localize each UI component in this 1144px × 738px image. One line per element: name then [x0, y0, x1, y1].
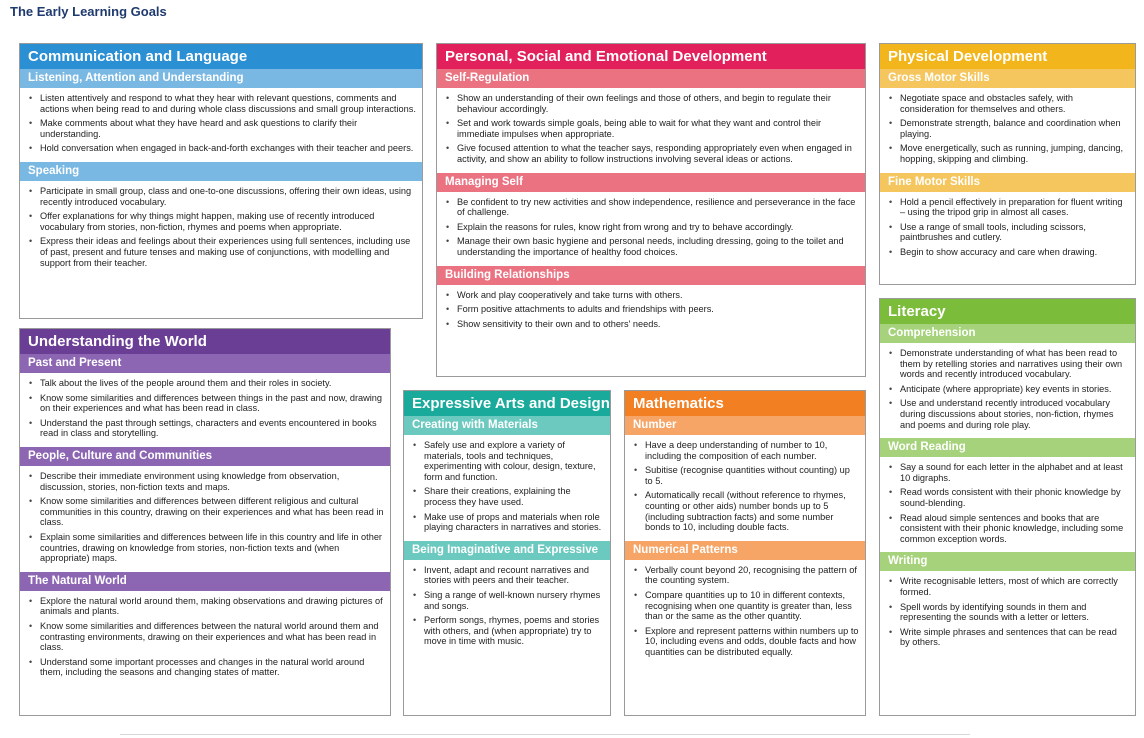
section-heading: Listening, Attention and Understanding — [20, 69, 422, 88]
goal-item: • Give focused attention to what the teacher says, responding appropriately even when engaged in activity, and show an ability to follow instructions involving several ideas or actions. — [443, 143, 859, 164]
section-body — [625, 560, 865, 666]
goal-item: • Share their creations, explaining the process they have used. — [410, 486, 604, 507]
page-title: The Early Learning Goals — [10, 4, 167, 19]
goal-item: • Express their ideas and feelings about their experiences using full sentences, including use of past, present and future tenses and making use of conjunctions, with modelling and support from their teacher. — [26, 236, 416, 268]
goal-item: • Set and work towards simple goals, being able to wait for what they want and control their immediate impulses when appropriate. — [443, 118, 859, 139]
goal-item: • Read words consistent with their phonic knowledge by sound-blending. — [886, 487, 1129, 508]
goal-item: • Write recognisable letters, most of which are correctly formed. — [886, 576, 1129, 597]
goal-item: • Hold conversation when engaged in back-and-forth exchanges with their teacher and peers. — [26, 143, 416, 154]
goal-item: • Have a deep understanding of number to 10, including the composition of each number. — [631, 440, 859, 461]
goal-item: • Offer explanations for why things might happen, making use of recently introduced vocabulary from stories, non-fiction, rhymes and poems when appropriate. — [26, 211, 416, 232]
area-title: Physical Development — [880, 44, 1135, 69]
goal-item: • Explain some similarities and differences between life in this country and life in other countries, drawing on knowledge from stories, non-fiction texts and (when appropriate) maps. — [26, 532, 384, 564]
goal-item: • Explain the reasons for rules, know right from wrong and try to behave accordingly. — [443, 222, 859, 233]
section-heading: The Natural World — [20, 572, 390, 591]
section-heading: Being Imaginative and Expressive — [404, 541, 610, 560]
goal-item: • Show sensitivity to their own and to others' needs. — [443, 319, 859, 330]
goal-item: • Describe their immediate environment using knowledge from observation, discussion, stories, non-fiction texts and maps. — [26, 471, 384, 492]
area-understanding-the-world — [19, 328, 391, 716]
goal-item: • Explore the natural world around them, making observations and drawing pictures of animals and plants. — [26, 596, 384, 617]
section-heading: Past and Present — [20, 354, 390, 373]
section-body — [20, 88, 422, 162]
goal-item: • Work and play cooperatively and take turns with others. — [443, 290, 859, 301]
goal-item: • Safely use and explore a variety of materials, tools and techniques, experimenting with colour, design, texture, form and function. — [410, 440, 604, 482]
section-body — [880, 457, 1135, 552]
section-heading: Self-Regulation — [437, 69, 865, 88]
area-title: Personal, Social and Emotional Development — [437, 44, 865, 69]
goal-item: • Participate in small group, class and one-to-one discussions, offering their own ideas, using recently introduced vocabulary. — [26, 186, 416, 207]
area-communication-and-language — [19, 43, 423, 319]
goal-item: • Say a sound for each letter in the alphabet and at least 10 digraphs. — [886, 462, 1129, 483]
goal-item: • Hold a pencil effectively in preparation for fluent writing – using the tripod grip in almost all cases. — [886, 197, 1129, 218]
section-body — [437, 88, 865, 173]
goal-item: • Demonstrate strength, balance and coordination when playing. — [886, 118, 1129, 139]
goal-item: • Negotiate space and obstacles safely, with consideration for themselves and others. — [886, 93, 1129, 114]
section-body — [880, 571, 1135, 656]
goal-item: • Use a range of small tools, including scissors, paintbrushes and cutlery. — [886, 222, 1129, 243]
goal-item: • Read aloud simple sentences and books that are consistent with their phonic knowledge, including some common exception words. — [886, 513, 1129, 545]
goal-item: • Make comments about what they have heard and ask questions to clarify their understanding. — [26, 118, 416, 139]
goal-item: • Know some similarities and differences between different religious and cultural communities in this country, drawing on their experiences and what has been read in class. — [26, 496, 384, 528]
section-heading: Fine Motor Skills — [880, 173, 1135, 192]
area-literacy — [879, 298, 1136, 716]
area-expressive-arts-and-design — [403, 390, 611, 716]
goal-item: • Make use of props and materials when role playing characters in narratives and stories. — [410, 512, 604, 533]
goal-item: • Show an understanding of their own feelings and those of others, and begin to regulate their behaviour accordingly. — [443, 93, 859, 114]
section-body — [880, 88, 1135, 173]
section-body — [20, 181, 422, 276]
area-title: Expressive Arts and Design — [404, 391, 610, 416]
section-heading: Writing — [880, 552, 1135, 571]
section-body — [880, 343, 1135, 438]
area-title: Mathematics — [625, 391, 865, 416]
area-mathematics — [624, 390, 866, 716]
goal-item: • Know some similarities and differences between things in the past and now, drawing on their experiences and what has been read in class. — [26, 393, 384, 414]
section-body — [404, 560, 610, 655]
goal-item: • Be confident to try new activities and show independence, resilience and perseverance in the face of challenge. — [443, 197, 859, 218]
section-heading: Building Relationships — [437, 266, 865, 285]
section-body — [20, 466, 390, 572]
area-personal-social-emotional — [436, 43, 866, 377]
section-body — [625, 435, 865, 541]
goal-item: • Automatically recall (without reference to rhymes, counting or other aids) number bonds up to 5 (including subtraction facts) and some number bonds to 10, including double facts. — [631, 490, 859, 532]
section-heading: Speaking — [20, 162, 422, 181]
section-heading: Comprehension — [880, 324, 1135, 343]
goal-item: • Compare quantities up to 10 in different contexts, recognising when one quantity is greater than, less than or the same as the other quantity. — [631, 590, 859, 622]
goal-item: • Anticipate (where appropriate) key events in stories. — [886, 384, 1129, 395]
goal-item: • Move energetically, such as running, jumping, dancing, hopping, skipping and climbing. — [886, 143, 1129, 164]
goal-item: • Explore and represent patterns within numbers up to 10, including evens and odds, double facts and how quantities can be distributed equally. — [631, 626, 859, 658]
section-body — [437, 192, 865, 266]
goal-item: • Manage their own basic hygiene and personal needs, including dressing, going to the toilet and understanding the importance of healthy food choices. — [443, 236, 859, 257]
section-body — [880, 192, 1135, 266]
goal-item: • Know some similarities and differences between the natural world around them and contrasting environments, drawing on their experiences and what has been read in class. — [26, 621, 384, 653]
goal-item: • Spell words by identifying sounds in them and representing the sounds with a letter or letters. — [886, 602, 1129, 623]
goal-item: • Perform songs, rhymes, poems and stories with others, and (when appropriate) try to move in time with music. — [410, 615, 604, 647]
goal-item: • Invent, adapt and recount narratives and stories with peers and their teacher. — [410, 565, 604, 586]
section-heading: Managing Self — [437, 173, 865, 192]
section-heading: People, Culture and Communities — [20, 447, 390, 466]
section-body — [437, 285, 865, 338]
goal-item: • Listen attentively and respond to what they hear with relevant questions, comments and actions when being read to and during whole class discussions and small group interactions. — [26, 93, 416, 114]
area-physical-development — [879, 43, 1136, 285]
area-title: Communication and Language — [20, 44, 422, 69]
section-body — [20, 373, 390, 447]
footer-divider — [120, 734, 970, 735]
area-title: Understanding the World — [20, 329, 390, 354]
section-heading: Number — [625, 416, 865, 435]
goal-item: • Begin to show accuracy and care when drawing. — [886, 247, 1129, 258]
goal-item: • Form positive attachments to adults and friendships with peers. — [443, 304, 859, 315]
goal-item: • Demonstrate understanding of what has been read to them by retelling stories and narratives using their own words and recently introduced vocabulary. — [886, 348, 1129, 380]
section-body — [404, 435, 610, 541]
section-body — [20, 591, 390, 686]
goal-item: • Understand the past through settings, characters and events encountered in books read in class and storytelling. — [26, 418, 384, 439]
goal-item: • Verbally count beyond 20, recognising the pattern of the counting system. — [631, 565, 859, 586]
area-title: Literacy — [880, 299, 1135, 324]
section-heading: Gross Motor Skills — [880, 69, 1135, 88]
section-heading: Creating with Materials — [404, 416, 610, 435]
goal-item: • Understand some important processes and changes in the natural world around them, including the seasons and changing states of matter. — [26, 657, 384, 678]
goal-item: • Write simple phrases and sentences that can be read by others. — [886, 627, 1129, 648]
section-heading: Numerical Patterns — [625, 541, 865, 560]
goal-item: • Talk about the lives of the people around them and their roles in society. — [26, 378, 384, 389]
goal-item: • Subitise (recognise quantities without counting) up to 5. — [631, 465, 859, 486]
section-heading: Word Reading — [880, 438, 1135, 457]
goal-item: • Sing a range of well-known nursery rhymes and songs. — [410, 590, 604, 611]
goal-item: • Use and understand recently introduced vocabulary during discussions about stories, non-fiction, rhymes and poems and during role play. — [886, 398, 1129, 430]
